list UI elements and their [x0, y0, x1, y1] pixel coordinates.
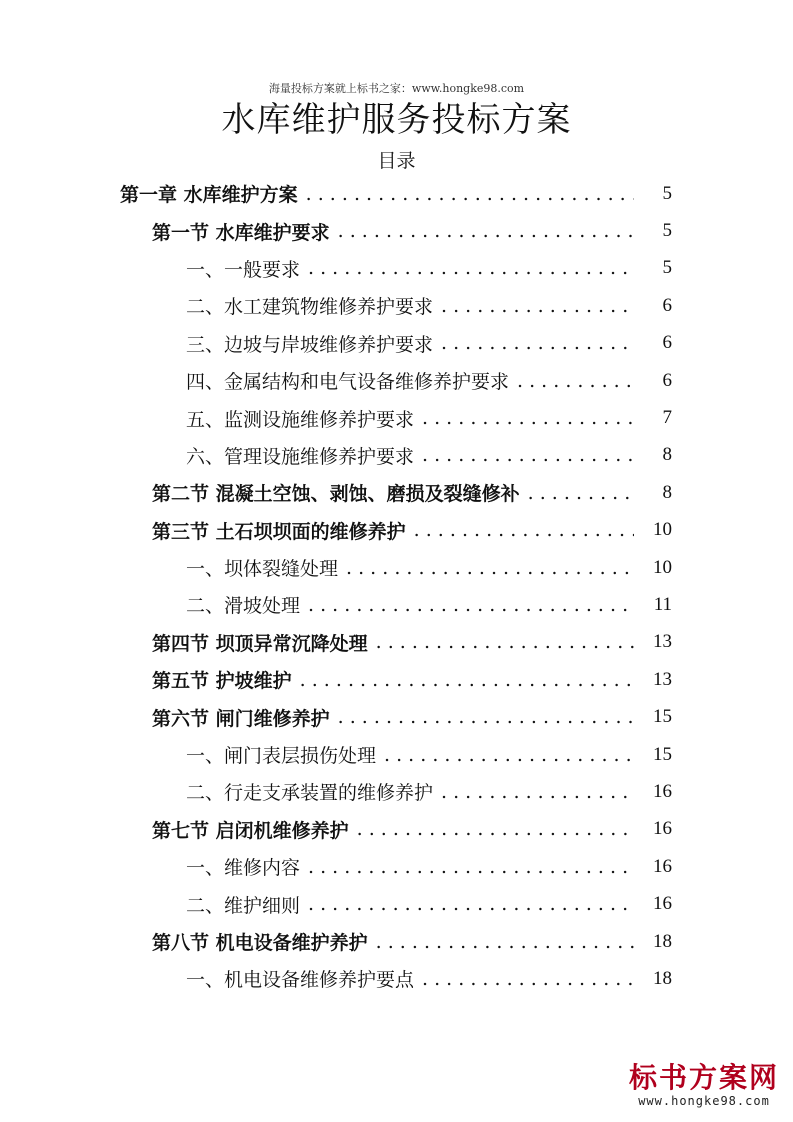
- toc-entry-text: 三、边坡与岸坡维修养护要求: [186, 333, 434, 356]
- toc-leader-dots: [441, 781, 634, 803]
- toc-leader-dots: [376, 931, 634, 953]
- toc-entry-text: 第二节 混凝土空蚀、剥蚀、磨损及裂缝修补: [152, 483, 520, 506]
- toc-page-number: 5: [662, 257, 672, 279]
- toc-leader-dots: [441, 295, 634, 317]
- toc-entry-text: 五、监测设施维修养护要求: [186, 408, 415, 431]
- toc-leader-dots: [422, 444, 634, 466]
- toc-page-number: 7: [662, 407, 672, 429]
- toc-page-number: 6: [662, 294, 672, 316]
- toc-entry[interactable]: [0, 325, 793, 362]
- toc-page-number: 11: [653, 593, 672, 615]
- brand-url: www.hongke98.com: [638, 1094, 770, 1108]
- toc-leader-dots: [308, 893, 634, 915]
- toc-entry[interactable]: [0, 698, 793, 735]
- toc-page-number: 18: [653, 930, 672, 952]
- toc-leader-dots: [414, 519, 634, 541]
- toc-page-number: 16: [653, 780, 672, 802]
- toc-page-number: 6: [662, 332, 672, 354]
- toc-entry[interactable]: [0, 736, 793, 773]
- toc-page-number: 8: [662, 481, 672, 503]
- toc-entry-text: 一、坝体裂缝处理: [186, 558, 339, 581]
- toc-page-number: 6: [662, 369, 672, 391]
- toc-entry[interactable]: [0, 212, 793, 249]
- toc-page-number: 8: [662, 444, 672, 466]
- toc-entry-text: 二、水工建筑物维修养护要求: [186, 296, 434, 319]
- toc-entry[interactable]: [0, 549, 793, 586]
- toc-page-number: 10: [653, 519, 672, 541]
- toc-leader-dots: [384, 744, 634, 766]
- toc-leader-dots: [357, 818, 634, 840]
- toc-page-number: 5: [662, 220, 672, 242]
- toc-leader-dots: [308, 856, 634, 878]
- toc-entry[interactable]: [0, 960, 793, 997]
- toc-leader-dots: [376, 631, 634, 653]
- toc-entry-text: 第四节 坝顶异常沉降处理: [152, 632, 368, 655]
- brand-logo: 标书方案网: [629, 1061, 780, 1094]
- toc-leader-dots: [422, 407, 634, 429]
- toc-entry[interactable]: [0, 811, 793, 848]
- document-title: 水库维护服务投标方案: [221, 100, 572, 140]
- toc-leader-dots: [528, 482, 634, 504]
- toc-entry-text: 第一章 水库维护方案: [120, 184, 298, 207]
- toc-entry-text: 一、维修内容: [186, 857, 301, 880]
- toc-entry-text: 第六节 闸门维修养护: [152, 707, 330, 730]
- toc-leader-dots: [308, 257, 634, 279]
- toc-entry[interactable]: [0, 175, 793, 212]
- toc-entry-text: 第五节 护坡维护: [152, 670, 292, 693]
- toc-entry[interactable]: [0, 848, 793, 885]
- toc-entry[interactable]: [0, 250, 793, 287]
- toc-entry-text: 六、管理设施维修养护要求: [186, 445, 415, 468]
- toc-entry[interactable]: [0, 287, 793, 324]
- toc-leader-dots: [300, 669, 634, 691]
- toc-entry-text: 二、维护细则: [186, 894, 301, 917]
- brand-watermark: [629, 1062, 779, 1108]
- toc-entry-text: 第三节 土石坝坝面的维修养护: [152, 520, 406, 543]
- toc-leader-dots: [517, 370, 634, 392]
- toc-entry[interactable]: [0, 512, 793, 549]
- toc-leader-dots: [346, 557, 634, 579]
- toc-entry-text: 二、滑坡处理: [186, 595, 301, 618]
- toc-page-number: 15: [653, 743, 672, 765]
- toc-page-number: 15: [653, 706, 672, 728]
- toc-leader-dots: [338, 220, 634, 242]
- toc-leader-dots: [441, 332, 634, 354]
- header-note: 海量投标方案就上标书之家：www.hongke98.com: [268, 82, 525, 95]
- toc-entry[interactable]: [0, 437, 793, 474]
- toc-leader-dots: [338, 706, 634, 728]
- toc-entry[interactable]: [0, 885, 793, 922]
- toc-leader-dots: [422, 968, 634, 990]
- toc-page-number: 16: [653, 893, 672, 915]
- toc-entry-text: 第八节 机电设备维护养护: [152, 932, 368, 954]
- toc-page-number: 18: [653, 967, 672, 989]
- toc-leader-dots: [308, 594, 634, 616]
- toc-entry[interactable]: [0, 474, 793, 511]
- toc-entry[interactable]: [0, 399, 793, 436]
- toc-page-number: 13: [653, 668, 672, 690]
- toc-entry[interactable]: [0, 923, 793, 960]
- toc-entry[interactable]: [0, 586, 793, 623]
- toc-entry-text: 二、行走支承装置的维修养护: [186, 782, 434, 805]
- toc-entry-text: 一、闸门表层损伤处理: [186, 745, 377, 768]
- toc-leader-dots: [306, 183, 634, 205]
- table-of-contents: [0, 175, 793, 998]
- toc-page-number: 16: [653, 855, 672, 877]
- toc-page-number: 13: [653, 631, 672, 653]
- toc-entry[interactable]: [0, 624, 793, 661]
- toc-page-number: 16: [653, 818, 672, 840]
- toc-page-number: 5: [662, 182, 672, 204]
- toc-entry-text: 一、一般要求: [186, 258, 301, 281]
- toc-entry[interactable]: [0, 773, 793, 810]
- toc-page-number: 10: [653, 556, 672, 578]
- toc-entry-text: 第七节 启闭机维修养护: [152, 819, 349, 842]
- toc-entry[interactable]: [0, 661, 793, 698]
- toc-entry-text: 第一节 水库维护要求: [152, 221, 330, 244]
- toc-entry[interactable]: [0, 362, 793, 399]
- toc-title: 目录: [377, 150, 416, 172]
- toc-entry-text: 一、机电设备维修养护要点: [186, 969, 415, 992]
- toc-entry-text: 四、金属结构和电气设备维修养护要求: [186, 371, 510, 394]
